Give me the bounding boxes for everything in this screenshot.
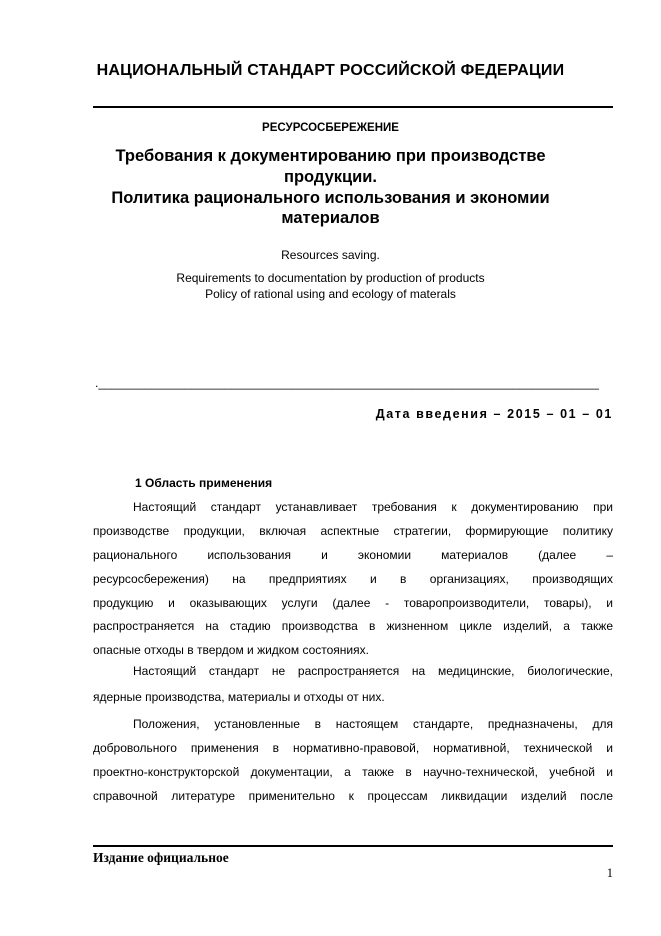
title-line: продукции.	[283, 168, 378, 186]
document-kicker: РЕСУРСОСБЕРЕЖЕНИЕ	[262, 122, 399, 134]
title-line: Требования к документированию при производстве	[115, 147, 546, 165]
english-title-line: Requirements to documentation by production of products	[176, 271, 485, 285]
paragraph-line: проектно-конструкторской документации, а также в научно-технической, учебной и	[93, 765, 613, 779]
english-title-line: Resources saving.	[281, 248, 380, 262]
paragraph-line: справочной литературе применительно к процессам ликвидации изделий после	[93, 789, 613, 803]
paragraph-line: ресурсосбережения) на предприятиях и в организациях, производящих	[93, 572, 613, 586]
page-number: 1	[606, 866, 613, 880]
paragraph-line: Положения, установленные в настоящем стандарте, предназначены, для	[133, 717, 613, 731]
edition-label: Издание официальное	[93, 850, 229, 865]
top-rule	[93, 106, 613, 108]
paragraph-line: ядерные производства, материалы и отходы от них.	[93, 690, 385, 704]
footer-rule	[93, 845, 613, 847]
paragraph-line: Настоящий стандарт не распространяется на медицинские, биологические,	[133, 664, 613, 678]
paragraph-line: добровольного применения в нормативно-правовой, нормативной, технической и	[93, 741, 613, 755]
paragraph-line: производстве продукции, включая аспектные стратегии, формирующие политику	[93, 524, 613, 538]
paragraph-line: Настоящий стандарт устанавливает требования к документированию при	[133, 500, 613, 514]
english-title-line: Policy of rational using and ecology of materals	[205, 287, 456, 301]
title-line: Политика рационального использования и экономии	[111, 189, 550, 207]
separator-line: .___________________________________________________________________________	[95, 376, 599, 390]
paragraph-line: распространяется на стадию производства в жизненном цикле изделий, а также	[93, 619, 613, 633]
paragraph-line: опасные отходы в твердом и жидком состояниях.	[93, 643, 369, 657]
standard-organization-heading: НАЦИОНАЛЬНЫЙ СТАНДАРТ РОССИЙСКОЙ ФЕДЕРАЦИИ	[96, 62, 565, 79]
paragraph-line: продукцию и оказывающих услуги (далее - товаропроизводители, товары), и	[93, 596, 613, 610]
title-line: материалов	[281, 209, 380, 227]
effective-date: Дата введения – 2015 – 01 – 01	[375, 407, 613, 421]
paragraph-line: рационального использования и экономии материалов (далее –	[93, 548, 613, 562]
section-heading: 1 Область применения	[135, 476, 273, 490]
